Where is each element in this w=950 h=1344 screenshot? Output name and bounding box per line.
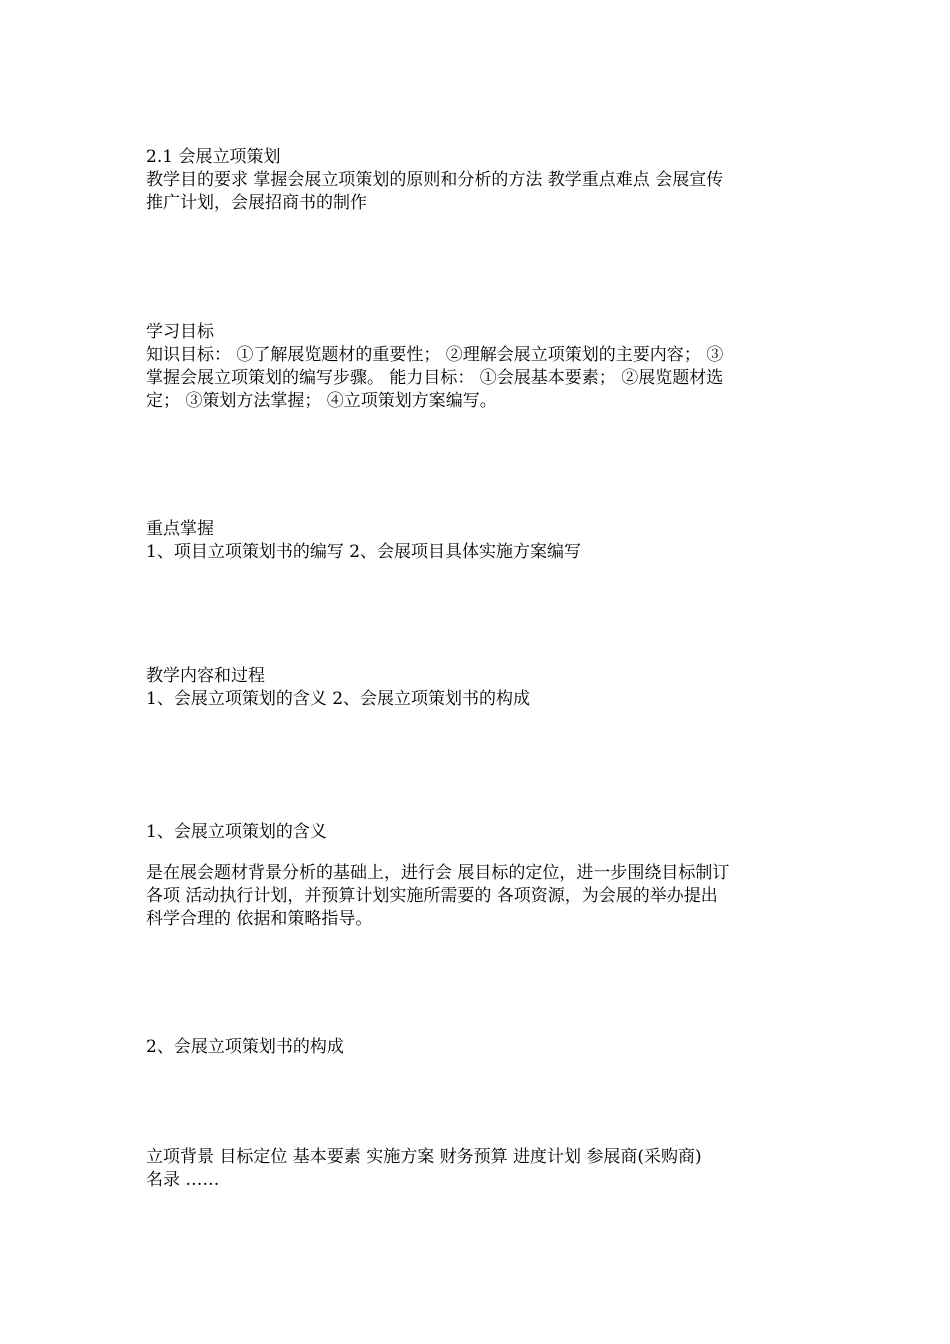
section-key-points (146, 518, 808, 564)
paragraph-line: 是在展会题材背景分析的基础上，进行会 展目标的定位，进一步围绕目标制订 (146, 863, 730, 883)
paragraph-line: 教学目的要求 掌握会展立项策划的原则和分析的方法 教学重点难点 会展宣传 (146, 170, 724, 190)
section-teaching-content (146, 665, 808, 711)
section-project-planning (146, 146, 808, 215)
section-definition-body (146, 862, 808, 931)
section-heading: 2.1 会展立项策划 (146, 147, 281, 167)
section-definition-heading (146, 821, 808, 844)
paragraph-line: 定； ③策划方法掌握； ④立项策划方案编写。 (146, 391, 497, 411)
paragraph-line: 掌握会展立项策划的编写步骤。 能力目标： ①会展基本要素； ②展览题材选 (146, 368, 724, 388)
paragraph-line: 名录 …… (146, 1170, 220, 1190)
section-heading: 1、会展立项策划的含义 (146, 822, 327, 842)
section-heading: 教学内容和过程 (146, 666, 265, 686)
section-composition-heading (146, 1036, 808, 1059)
paragraph-line: 各项 活动执行计划，并预算计划实施所需要的 各项资源，为会展的举办提出 (146, 886, 718, 906)
paragraph-line: 1、会展立项策划的含义 2、会展立项策划书的构成 (146, 689, 531, 709)
section-learning-objectives (146, 321, 808, 413)
paragraph-line: 1、项目立项策划书的编写 2、会展项目具体实施方案编写 (146, 542, 582, 562)
paragraph-line: 科学合理的 依据和策略指导。 (146, 909, 373, 929)
paragraph-line: 立项背景 目标定位 基本要素 实施方案 财务预算 进度计划 参展商(采购商) (146, 1147, 702, 1167)
section-heading: 重点掌握 (146, 519, 214, 539)
section-composition-body (146, 1146, 808, 1192)
paragraph-line: 推广计划，会展招商书的制作 (146, 193, 367, 213)
section-heading: 2、会展立项策划书的构成 (146, 1037, 344, 1057)
section-heading: 学习目标 (146, 322, 214, 342)
paragraph-line: 知识目标： ①了解展览题材的重要性； ②理解会展立项策划的主要内容； ③ (146, 345, 724, 365)
